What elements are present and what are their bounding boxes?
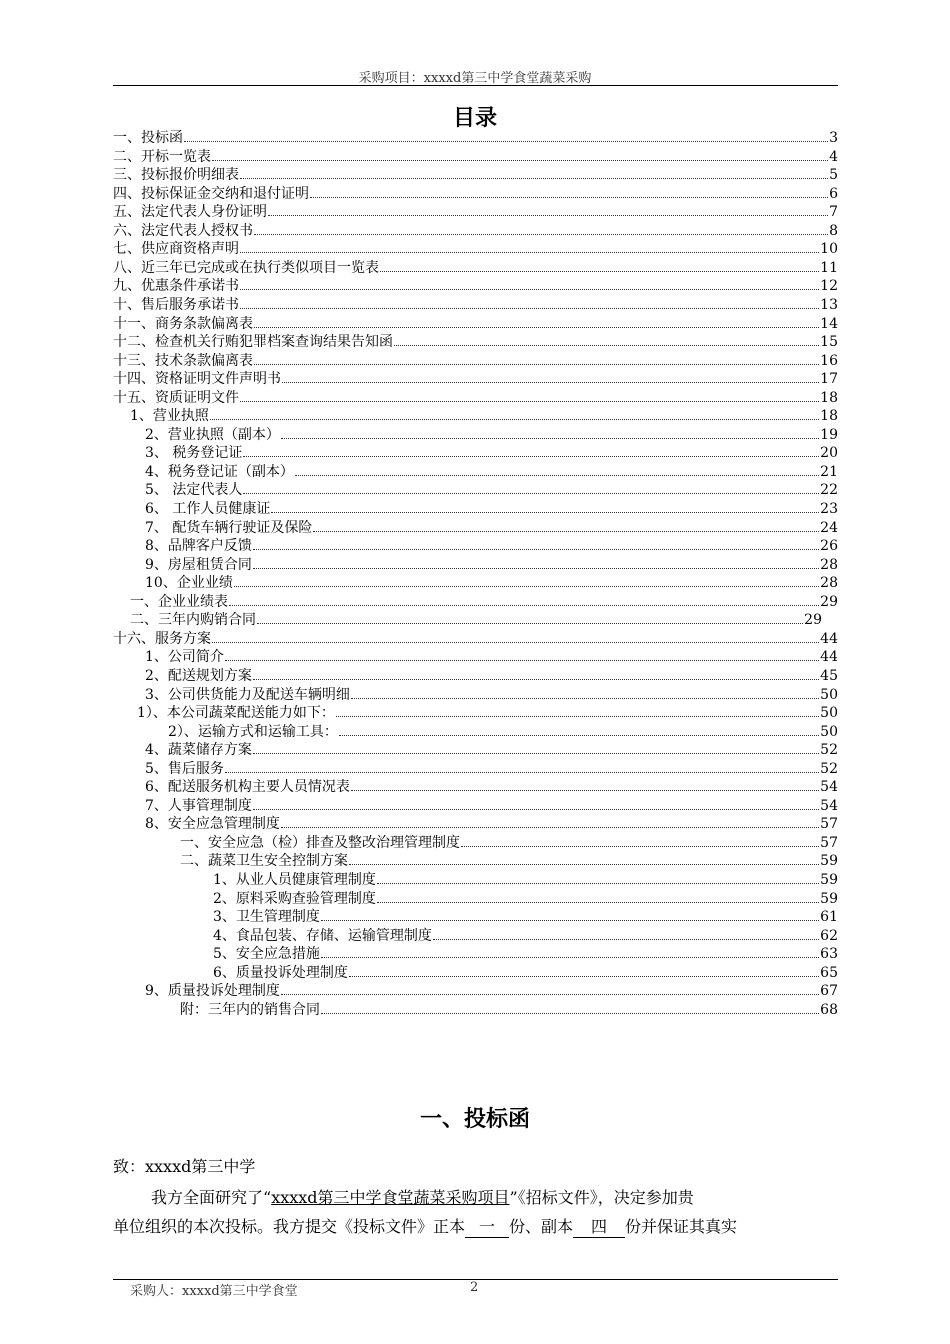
toc-entry[interactable] xyxy=(145,741,838,759)
toc-leader-dots xyxy=(229,605,819,606)
toc-leader-dots xyxy=(225,660,819,661)
toc-entry[interactable] xyxy=(137,704,838,722)
toc-entry-label: 十四、资格证明文件声明书 xyxy=(113,371,281,388)
toc-entry-label: 一、投标函 xyxy=(113,130,183,146)
toc-entry-label: 7、人事管理制度 xyxy=(145,797,252,814)
toc-entry[interactable] xyxy=(113,630,838,648)
toc-leader-dots xyxy=(351,698,819,699)
toc-entry-label: 2、原料采购查验管理制度 xyxy=(213,890,376,907)
toc-entry[interactable] xyxy=(113,370,838,388)
toc-entry[interactable] xyxy=(145,481,838,499)
toc-entry-page: 28 xyxy=(820,556,838,573)
toc-entry-page: 50 xyxy=(820,686,838,703)
toc-entry[interactable] xyxy=(180,834,838,852)
header-divider xyxy=(113,85,838,86)
toc-leader-dots xyxy=(243,456,819,457)
toc-entry-label: 十六、服务方案 xyxy=(113,630,211,647)
toc-leader-dots xyxy=(253,679,819,680)
toc-leader-dots xyxy=(254,234,828,235)
toc-entry[interactable] xyxy=(145,778,838,796)
toc-leader-dots xyxy=(212,160,828,161)
toc-entry-page: 28 xyxy=(820,575,838,592)
toc-entry-page: 52 xyxy=(820,760,838,777)
paragraph-line-1 xyxy=(113,1188,838,1208)
toc-entry[interactable] xyxy=(145,648,838,666)
toc-entry-page: 44 xyxy=(820,630,838,647)
toc-entry-label: 6、质量投诉处理制度 xyxy=(213,964,348,981)
toc-entry-label: 七、供应商资格声明 xyxy=(113,241,239,258)
toc-leader-dots xyxy=(225,772,819,773)
toc-entry-page: 63 xyxy=(820,946,838,963)
original-count-blank: 一 xyxy=(465,1217,509,1238)
toc-leader-dots xyxy=(254,364,819,365)
toc-entry[interactable] xyxy=(113,148,838,166)
toc-leader-dots xyxy=(253,568,819,569)
toc-entry-page: 50 xyxy=(820,723,838,740)
toc-entry-label: 4、食品包装、存储、运输管理制度 xyxy=(213,927,432,944)
toc-title: 目录 xyxy=(452,106,497,131)
toc-entry-label: 一、企业业绩表 xyxy=(130,593,228,610)
toc-entry[interactable] xyxy=(113,259,838,277)
toc-entry[interactable] xyxy=(113,296,838,314)
toc-entry-page: 26 xyxy=(820,538,838,555)
toc-entry-page: 59 xyxy=(820,890,838,907)
toc-entry-page: 44 xyxy=(820,649,838,666)
toc-entry[interactable] xyxy=(145,500,838,518)
toc-entry-page: 59 xyxy=(820,853,838,870)
toc-entry[interactable] xyxy=(145,686,838,704)
toc-leader-dots xyxy=(268,215,828,216)
toc-entry[interactable] xyxy=(213,871,838,889)
toc-entry[interactable] xyxy=(145,667,838,685)
toc-entry[interactable] xyxy=(113,185,838,203)
toc-entry[interactable] xyxy=(113,203,838,221)
toc-entry[interactable] xyxy=(213,908,838,926)
toc-entry[interactable] xyxy=(113,352,838,370)
paragraph-text: 份并保证其真实 xyxy=(625,1217,738,1236)
toc-leader-dots xyxy=(313,531,819,532)
toc-entry-page: 22 xyxy=(820,482,838,499)
toc-entry-label: 4、蔬菜储存方案 xyxy=(145,742,252,759)
toc-entry-page: 8 xyxy=(829,222,838,239)
toc-entry[interactable] xyxy=(213,890,838,908)
toc-leader-dots xyxy=(282,382,819,383)
paragraph-text: 份、副本 xyxy=(509,1217,574,1236)
toc-entry[interactable] xyxy=(213,945,838,963)
toc-entry[interactable] xyxy=(113,277,838,295)
toc-entry[interactable] xyxy=(113,222,838,240)
toc-entry-label: 1）、本公司蔬菜配送能力如下： xyxy=(137,705,335,722)
toc-entry-label: 附：三年内的销售合同 xyxy=(180,1001,320,1018)
toc-entry-page: 6 xyxy=(829,185,838,202)
toc-entry-label: 5、安全应急措施 xyxy=(213,946,320,963)
toc-entry-page: 4 xyxy=(829,148,838,165)
toc-entry-page: 3 xyxy=(829,130,838,146)
toc-entry[interactable] xyxy=(180,852,838,870)
toc-entry-page: 13 xyxy=(820,296,838,313)
toc-entry[interactable] xyxy=(180,1001,838,1019)
toc-entry-label: 3、 税务登记证 xyxy=(145,445,243,462)
paragraph-text: ”《招标文件》，决定参加贵 xyxy=(509,1188,694,1207)
toc-entry-page: 21 xyxy=(820,463,838,480)
toc-entry-page: 20 xyxy=(820,445,838,462)
toc-leader-dots xyxy=(336,716,819,717)
toc-entry-label: 一、安全应急（检）排查及整改治理管理制度 xyxy=(180,834,460,851)
toc-entry-label: 三、投标报价明细表 xyxy=(113,167,239,184)
toc-entry-page: 12 xyxy=(820,278,838,295)
toc-entry-page: 14 xyxy=(820,315,838,332)
toc-leader-dots xyxy=(210,419,819,420)
toc-entry-page: 7 xyxy=(829,204,838,221)
toc-entry[interactable] xyxy=(113,333,838,351)
toc-entry-page: 18 xyxy=(820,408,838,425)
toc-leader-dots xyxy=(234,586,819,587)
toc-leader-dots xyxy=(253,809,819,810)
toc-leader-dots xyxy=(377,883,819,884)
toc-entry-page: 57 xyxy=(820,834,838,851)
toc-leader-dots xyxy=(240,401,819,402)
toc-leader-dots xyxy=(271,512,819,513)
toc-entry-label: 四、投标保证金交纳和退付证明 xyxy=(113,185,309,202)
toc-entry-page: 16 xyxy=(820,352,838,369)
toc-entry-label: 二、三年内购销合同 xyxy=(130,612,256,629)
toc-entry[interactable] xyxy=(213,964,838,982)
toc-entry[interactable] xyxy=(130,407,838,425)
toc-entry[interactable] xyxy=(145,982,838,1000)
toc-leader-dots xyxy=(380,271,819,272)
toc-entry-page: 65 xyxy=(820,964,838,981)
toc-leader-dots xyxy=(243,493,819,494)
toc-entry-label: 8、品牌客户反馈 xyxy=(145,538,252,555)
toc-leader-dots xyxy=(433,939,819,940)
toc-entry-page: 61 xyxy=(820,909,838,926)
toc-entry[interactable] xyxy=(145,463,838,481)
toc-entry[interactable] xyxy=(113,166,838,184)
toc-entry-page: 15 xyxy=(820,334,838,351)
toc-leader-dots xyxy=(281,438,819,439)
toc-entry-label: 8、安全应急管理制度 xyxy=(145,816,280,833)
toc-leader-dots xyxy=(321,920,819,921)
toc-entry-label: 1、公司简介 xyxy=(145,649,224,666)
toc-leader-dots xyxy=(281,994,819,995)
toc-leader-dots xyxy=(349,864,819,865)
toc-leader-dots xyxy=(339,735,819,736)
toc-leader-dots xyxy=(321,957,819,958)
toc-entry-label: 3、卫生管理制度 xyxy=(213,909,320,926)
toc-leader-dots xyxy=(212,642,819,643)
paragraph-text: 单位组织的本次投标。我方提交《投标文件》正本 xyxy=(113,1217,466,1236)
toc-entry-label: 十一、商务条款偏离表 xyxy=(113,315,253,332)
project-name: xxxxd第三中学食堂蔬菜采购项目 xyxy=(271,1188,510,1207)
toc-entry[interactable] xyxy=(213,927,838,945)
toc-entry[interactable] xyxy=(113,129,838,147)
footer-page-number: 2 xyxy=(470,1280,479,1295)
section-title: 一、投标函 xyxy=(419,1107,530,1132)
addressee-line: 致：xxxxd第三中学 xyxy=(113,1157,256,1176)
toc-entry[interactable] xyxy=(113,240,838,258)
toc-entry-page: 5 xyxy=(829,167,838,184)
toc-entry-label: 6、 工作人员健康证 xyxy=(145,501,271,517)
toc-entry-page: 62 xyxy=(820,927,838,944)
footer-purchaser: 采购人：xxxxd第三中学食堂 xyxy=(130,1284,298,1299)
toc-entry-label: 2、配送规划方案 xyxy=(145,667,252,684)
toc-entry-label: 十五、资质证明文件 xyxy=(113,389,239,406)
toc-leader-dots xyxy=(310,197,828,198)
toc-entry-label: 十、售后服务承诺书 xyxy=(113,296,239,313)
toc-entry-label: 2、营业执照（副本） xyxy=(145,426,280,443)
toc-entry-page: 19 xyxy=(820,426,838,443)
toc-entry-page: 59 xyxy=(820,872,838,888)
toc-entry-page: 17 xyxy=(820,371,838,388)
toc-entry[interactable] xyxy=(145,574,838,592)
toc-leader-dots xyxy=(394,345,819,346)
toc-entry-page: 52 xyxy=(820,742,838,759)
toc-leader-dots xyxy=(321,1013,819,1014)
toc-entry[interactable] xyxy=(145,760,838,778)
toc-entry-label: 五、法定代表人身份证明 xyxy=(113,204,267,221)
toc-leader-dots xyxy=(349,976,819,977)
toc-entry-label: 1、营业执照 xyxy=(130,408,209,425)
toc-entry[interactable] xyxy=(145,444,838,462)
paragraph-line-2 xyxy=(113,1217,838,1238)
toc-leader-dots xyxy=(281,827,819,828)
toc-entry-page: 45 xyxy=(820,667,838,684)
toc-entry-label: 二、开标一览表 xyxy=(113,148,211,165)
toc-entry-label: 4、税务登记证（副本） xyxy=(145,463,294,480)
toc-entry[interactable] xyxy=(168,723,838,741)
copy-count-blank: 四 xyxy=(573,1217,625,1238)
toc-entry-label: 2）、运输方式和运输工具： xyxy=(168,723,338,740)
toc-entry-page: 29 xyxy=(820,593,838,610)
paragraph-text: 我方全面研究了“ xyxy=(151,1188,272,1207)
toc-leader-dots xyxy=(461,846,819,847)
toc-entry-label: 6、配送服务机构主要人员情况表 xyxy=(145,779,350,796)
toc-entry[interactable] xyxy=(130,611,822,629)
toc-entry[interactable] xyxy=(145,815,838,833)
toc-entry-label: 7、 配货车辆行驶证及保险 xyxy=(145,519,313,536)
toc-entry-page: 67 xyxy=(820,983,838,1000)
toc-entry-label: 3、公司供货能力及配送车辆明细 xyxy=(145,686,350,703)
toc-leader-dots xyxy=(377,902,819,903)
toc-entry-label: 9、房屋租赁合同 xyxy=(145,556,252,573)
toc-leader-dots xyxy=(240,308,819,309)
toc-entry-label: 十三、技术条款偏离表 xyxy=(113,352,253,369)
toc-entry[interactable] xyxy=(130,593,838,611)
toc-entry-page: 18 xyxy=(820,389,838,406)
page-header: 采购项目：xxxxd第三中学食堂蔬菜采购 xyxy=(358,71,592,86)
toc-leader-dots xyxy=(184,141,828,142)
toc-entry[interactable] xyxy=(113,315,838,333)
toc-entry-label: 九、优惠条件承诺书 xyxy=(113,278,239,295)
toc-leader-dots xyxy=(257,623,803,624)
toc-leader-dots xyxy=(351,790,819,791)
toc-entry-page: 23 xyxy=(820,501,838,517)
toc-entry[interactable] xyxy=(113,389,838,407)
toc-entry[interactable] xyxy=(145,519,838,537)
toc-leader-dots xyxy=(253,753,819,754)
toc-entry-label: 5、 法定代表人 xyxy=(145,482,243,499)
toc-leader-dots xyxy=(240,289,819,290)
toc-entry-label: 八、近三年已完成或在执行类似项目一览表 xyxy=(113,259,379,276)
toc-entry[interactable] xyxy=(145,797,838,815)
toc-entry-page: 10 xyxy=(820,241,838,258)
toc-entry-page: 54 xyxy=(820,797,838,814)
toc-entry-label: 9、质量投诉处理制度 xyxy=(145,983,280,1000)
toc-leader-dots xyxy=(240,252,819,253)
toc-leader-dots xyxy=(295,475,819,476)
toc-entry-label: 十二、检查机关行贿犯罪档案查询结果告知函 xyxy=(113,334,393,351)
toc-entry-label: 10、企业业绩 xyxy=(145,575,233,592)
toc-entry-page: 50 xyxy=(820,705,838,722)
toc-leader-dots xyxy=(240,178,828,179)
toc-entry-label: 5、售后服务 xyxy=(145,760,224,777)
toc-entry-label: 六、法定代表人授权书 xyxy=(113,222,253,239)
toc-entry-page: 54 xyxy=(820,779,838,796)
toc-entry[interactable] xyxy=(145,537,838,555)
toc-entry-label: 二、蔬菜卫生安全控制方案 xyxy=(180,853,348,870)
toc-entry-page: 57 xyxy=(820,816,838,833)
toc-entry[interactable] xyxy=(145,426,838,444)
toc-entry[interactable] xyxy=(145,556,838,574)
toc-entry-page: 68 xyxy=(820,1001,838,1018)
toc-entry-page: 11 xyxy=(820,259,838,276)
toc-entry-label: 1、从业人员健康管理制度 xyxy=(213,872,376,888)
toc-entry-page: 24 xyxy=(820,519,838,536)
toc-leader-dots xyxy=(253,549,819,550)
toc-leader-dots xyxy=(254,327,819,328)
toc-entry-page: 29 xyxy=(804,612,822,629)
